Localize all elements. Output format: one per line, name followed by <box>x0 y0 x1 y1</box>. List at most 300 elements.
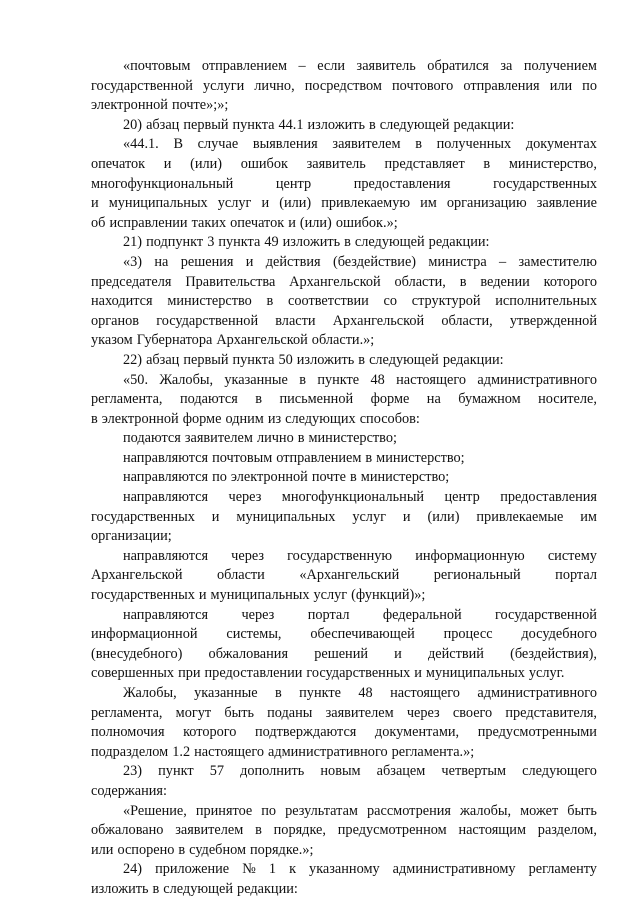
word: Жалобы, <box>159 371 214 388</box>
text-line <box>91 664 597 684</box>
word: изложить <box>91 880 149 897</box>
word: представителя, <box>505 704 597 721</box>
word: 21) <box>123 234 143 251</box>
word: подаются <box>179 391 238 408</box>
word: Архангельской <box>91 567 183 584</box>
word: заявителем <box>175 822 244 839</box>
word: регламенту <box>528 861 597 878</box>
word: системы, <box>226 626 282 643</box>
word: государственной <box>91 77 193 94</box>
word: редакции: <box>428 234 490 251</box>
word: организации; <box>91 528 172 545</box>
word: «3) <box>123 253 143 270</box>
word: принятое <box>195 802 253 819</box>
text-line <box>91 312 597 332</box>
word: «Решение, <box>123 802 187 819</box>
word: 20) <box>123 116 143 133</box>
word: представляет <box>384 155 465 172</box>
word: настоящим <box>458 822 526 839</box>
word: услуг <box>217 195 252 212</box>
word: отправления <box>463 77 540 94</box>
word: федеральной <box>382 606 462 623</box>
word: заявителем <box>325 704 394 721</box>
word: заявитель <box>356 58 416 74</box>
word: может <box>520 802 559 819</box>
text-line <box>91 762 597 782</box>
word: подразделом <box>91 743 169 760</box>
word: в <box>483 155 491 172</box>
word: министерство <box>167 293 252 310</box>
word: и <box>394 645 402 662</box>
word: многофункциональный <box>91 175 234 192</box>
word: ошибок <box>240 155 288 172</box>
word: или <box>549 77 573 94</box>
word: регламента.»; <box>391 743 475 760</box>
word: пункт <box>158 763 194 780</box>
word: им <box>580 508 597 525</box>
text-line <box>91 566 597 586</box>
paragraph-p7 <box>91 371 597 430</box>
word: поданы <box>267 704 313 721</box>
word: следующей <box>379 116 450 133</box>
word: административного <box>477 371 597 388</box>
word: действия <box>265 253 321 270</box>
word: предусмотренными <box>477 724 597 741</box>
text-line <box>91 645 597 665</box>
word: в <box>350 469 357 486</box>
word: и <box>402 508 411 525</box>
word: административного <box>267 743 388 760</box>
word: через <box>231 547 265 564</box>
paragraph-p8 <box>91 429 597 449</box>
word: в <box>365 449 373 466</box>
word: пункте <box>299 685 341 701</box>
word: электронной <box>230 469 308 486</box>
word: области, <box>394 273 446 290</box>
word: предоставления <box>500 489 597 506</box>
word: порядке.»; <box>250 841 314 858</box>
word: информационной <box>91 626 198 643</box>
word: власти <box>275 312 316 329</box>
word: и <box>414 665 422 682</box>
text-line <box>91 390 597 410</box>
word: в <box>344 234 351 251</box>
word: области, <box>441 312 493 329</box>
word: 49 <box>264 234 279 251</box>
word: решений <box>314 645 369 662</box>
word: направляются <box>123 489 209 506</box>
word: опечаток <box>230 214 285 231</box>
word: (функций)»; <box>351 587 426 604</box>
word: направляются <box>123 547 209 564</box>
word: подпункт <box>146 234 204 251</box>
word: министра <box>428 253 487 270</box>
word: почте <box>311 469 347 486</box>
word: административного <box>477 685 597 701</box>
word: ошибок.»; <box>335 214 398 231</box>
text-line <box>91 116 597 136</box>
word: области.»; <box>311 332 375 349</box>
paragraph-p1 <box>91 57 597 116</box>
word: «44.1. <box>123 136 159 153</box>
word: действий <box>427 645 484 662</box>
word: председателя <box>91 273 172 290</box>
word: государственных <box>91 508 195 525</box>
word: следующих <box>285 410 356 427</box>
word: почте»;»; <box>171 97 229 114</box>
word: бумажном <box>458 391 521 408</box>
word: подаются <box>123 430 181 447</box>
word: следующего <box>522 763 597 780</box>
text-line <box>91 371 597 391</box>
word: государственных <box>306 665 411 682</box>
word: электронной <box>91 97 168 114</box>
word: в <box>178 841 186 858</box>
word: случае <box>197 136 239 153</box>
word: первый <box>183 116 229 133</box>
text-line <box>91 586 597 606</box>
word: и <box>163 155 172 172</box>
word: (внесудебного) <box>91 645 183 662</box>
word: 50 <box>278 351 293 368</box>
word: лично <box>256 430 294 447</box>
text-line <box>91 135 597 155</box>
word: дополнить <box>240 763 305 780</box>
word: обжалования <box>208 645 289 662</box>
word: почтовым <box>212 449 273 466</box>
text-line <box>91 860 597 880</box>
word: министерство; <box>360 469 450 486</box>
word: за <box>500 58 513 74</box>
word: министерство; <box>376 449 465 466</box>
word: заявитель <box>306 155 366 172</box>
word: соответствии <box>288 293 369 310</box>
text-line <box>91 253 597 273</box>
word: государственной <box>495 606 597 623</box>
word: – <box>298 58 306 74</box>
word: указанному <box>309 861 380 878</box>
word: в <box>266 293 274 310</box>
word: обратился <box>427 58 489 74</box>
word: услуг <box>352 508 386 525</box>
word: портал <box>307 606 350 623</box>
word: ведении <box>480 273 530 290</box>
word: из <box>267 410 282 427</box>
word: структурой <box>411 293 481 310</box>
word: в <box>369 116 376 133</box>
word: государственных <box>493 175 597 192</box>
word: регламента, <box>91 704 163 721</box>
word: лично, <box>254 77 295 94</box>
word: документах <box>525 136 597 153</box>
word: находится <box>91 293 153 310</box>
word: предоставления <box>353 175 451 192</box>
word: органов <box>91 312 140 329</box>
word: обеспечивающей <box>310 626 415 643</box>
word: в <box>415 136 422 153</box>
word: 1 <box>268 861 277 878</box>
word: полученных <box>436 136 512 153</box>
word: заместителю <box>518 253 597 270</box>
word: исполнительных <box>495 293 597 310</box>
word: центр <box>444 489 480 506</box>
paragraph-p4 <box>91 233 597 253</box>
word: своего <box>452 704 493 721</box>
word: быть <box>567 802 597 819</box>
word: форме <box>182 410 222 427</box>
word: регламента, <box>91 391 163 408</box>
word: форме <box>370 391 410 408</box>
word: и <box>198 587 207 604</box>
word: (бездействие) <box>332 253 417 270</box>
text-line <box>91 214 597 234</box>
word: в <box>91 410 98 427</box>
word: если <box>317 58 346 74</box>
word: в <box>274 685 282 701</box>
word: 57 <box>209 763 224 780</box>
text-line <box>91 273 597 293</box>
word: заявление <box>536 195 597 212</box>
word: абзацем <box>376 763 426 780</box>
text-line <box>91 194 597 214</box>
text-line <box>91 547 597 567</box>
word: министерство, <box>508 155 597 172</box>
text-line <box>91 96 597 116</box>
text-line <box>91 429 597 449</box>
word: (или) <box>190 155 223 172</box>
word: муниципальных <box>425 665 525 682</box>
paragraph-p15 <box>91 762 597 801</box>
word: направляются <box>123 606 209 623</box>
word: муниципальных <box>236 508 336 525</box>
word: через <box>406 704 440 721</box>
word: следующей <box>163 880 234 897</box>
word: указанные <box>194 685 258 701</box>
paragraph-p5 <box>91 253 597 351</box>
word: документами, <box>374 724 460 741</box>
text-line <box>91 233 597 253</box>
word: решения <box>180 253 234 270</box>
word: приложение <box>155 861 230 878</box>
word: редакции: <box>453 116 515 133</box>
word: жалобы, <box>460 802 512 819</box>
word: по <box>212 469 227 486</box>
word: государственных <box>91 587 195 604</box>
paragraph-p6 <box>91 351 597 371</box>
text-line <box>91 175 597 195</box>
document-page <box>91 57 597 900</box>
word: направляются <box>123 449 209 466</box>
word: систему <box>547 547 597 564</box>
word: письменной <box>279 391 354 408</box>
word: Жалобы, <box>123 685 177 701</box>
word: процесс <box>443 626 493 643</box>
word: 48 <box>370 371 385 388</box>
word: совершенных <box>91 665 175 682</box>
word: пункте <box>317 371 360 388</box>
word: указанные <box>224 371 288 388</box>
word: и <box>245 253 254 270</box>
text-line <box>91 292 597 312</box>
word: информационную <box>415 547 525 564</box>
word: выявления <box>252 136 318 153</box>
word: в <box>255 822 262 839</box>
text-line <box>91 155 597 175</box>
word: № <box>242 861 256 878</box>
word: Правительства <box>185 273 276 290</box>
word: к <box>289 861 297 878</box>
word: редакции: <box>237 880 298 897</box>
word: предусмотренном <box>337 822 447 839</box>
word: портал <box>555 567 597 584</box>
word: центр <box>275 175 312 192</box>
word: способов: <box>359 410 420 427</box>
word: изложить <box>307 116 366 133</box>
word: на <box>154 253 169 270</box>
word: услуг. <box>528 665 565 682</box>
word: заявителем <box>332 136 401 153</box>
word: судебном <box>189 841 247 858</box>
paragraph-p12 <box>91 547 597 606</box>
paragraph-p14 <box>91 684 597 762</box>
word: «50. <box>123 371 149 388</box>
word: редакции: <box>442 351 504 368</box>
word: носителе, <box>538 391 597 408</box>
paragraph-p11 <box>91 488 597 547</box>
word: в <box>299 371 306 388</box>
word: одним <box>225 410 264 427</box>
word: порядке, <box>273 822 326 839</box>
word: посредством <box>304 77 382 94</box>
word: организацию <box>446 195 527 212</box>
word: которого <box>183 724 237 741</box>
word: 48 <box>358 685 373 701</box>
word: Архангельской <box>216 332 308 349</box>
word: Архангельской <box>289 273 381 290</box>
word: четвертым <box>441 763 507 780</box>
word: таких <box>191 214 227 231</box>
word: разделом, <box>537 822 597 839</box>
word: об <box>91 214 106 231</box>
word: по <box>582 77 597 94</box>
word: привлекаемые <box>476 508 564 525</box>
word: министерство; <box>308 430 397 447</box>
text-line <box>91 841 597 861</box>
word: услуги <box>202 77 245 94</box>
text-line <box>91 508 597 528</box>
word: со <box>383 293 398 310</box>
word: исправлении <box>109 214 188 231</box>
word: абзац <box>146 351 180 368</box>
word: привлекаемую <box>321 195 411 212</box>
word: получением <box>523 58 597 74</box>
word: абзац <box>146 116 180 133</box>
word: и <box>211 508 220 525</box>
text-line <box>91 684 597 704</box>
word: новым <box>320 763 361 780</box>
word: настоящего <box>396 371 466 388</box>
word: (или) <box>427 508 460 525</box>
word: Архангельской <box>332 312 425 329</box>
text-line <box>91 57 597 77</box>
word: указом <box>91 332 133 349</box>
word: области <box>217 567 265 584</box>
word: 1.2 <box>172 743 191 760</box>
word: досудебного <box>521 626 597 643</box>
word: электронной <box>101 410 179 427</box>
word: региональный <box>433 567 521 584</box>
word: пункта <box>232 351 275 368</box>
word: могут <box>175 704 212 721</box>
word: Губернатора <box>136 332 213 349</box>
text-line <box>91 723 597 743</box>
word: 3 <box>207 234 215 251</box>
paragraph-p2 <box>91 116 597 136</box>
word: следующей <box>369 351 439 368</box>
word: В <box>173 136 183 153</box>
text-line <box>91 880 597 900</box>
text-line <box>91 782 597 802</box>
word: и <box>261 195 270 212</box>
text-line <box>91 410 597 430</box>
word: (или) <box>299 214 332 231</box>
word: содержания: <box>91 782 167 799</box>
word: результатам <box>285 802 358 819</box>
word: 23) <box>123 763 143 780</box>
word: направляются <box>123 469 209 486</box>
word: отправлением <box>201 58 287 74</box>
text-line <box>91 331 597 351</box>
word: в <box>297 430 305 447</box>
text-line <box>91 802 597 822</box>
word: им <box>420 195 437 212</box>
word: многофункциональный <box>281 489 425 506</box>
text-line <box>91 821 597 841</box>
paragraph-p13 <box>91 606 597 684</box>
word: предоставлении <box>204 665 303 682</box>
paragraph-p3 <box>91 135 597 233</box>
word: опечаток <box>91 155 146 172</box>
word: 44.1 <box>278 116 304 133</box>
text-line <box>91 606 597 626</box>
word: «Архангельский <box>299 567 400 584</box>
text-line <box>91 704 597 724</box>
text-line <box>91 77 597 97</box>
word: в <box>459 273 467 290</box>
text-line <box>91 625 597 645</box>
word: следующей <box>354 234 425 251</box>
word: через <box>241 606 275 623</box>
word: в <box>152 880 160 897</box>
word: заявителем <box>184 430 253 447</box>
word: «почтовым <box>123 58 191 74</box>
word: пункта <box>232 116 275 133</box>
word: 22) <box>123 351 143 368</box>
word: почтового <box>392 77 454 94</box>
paragraph-p17 <box>91 860 597 899</box>
word: и <box>288 214 296 231</box>
word: 24) <box>123 861 143 878</box>
text-line <box>91 488 597 508</box>
word: быть <box>224 704 254 721</box>
text-line <box>91 743 597 763</box>
word: по <box>261 802 277 819</box>
word: – <box>499 253 507 270</box>
word: государственной <box>156 312 259 329</box>
word: при <box>178 665 201 682</box>
word: обжаловано <box>91 822 164 839</box>
paragraph-p10 <box>91 468 597 488</box>
